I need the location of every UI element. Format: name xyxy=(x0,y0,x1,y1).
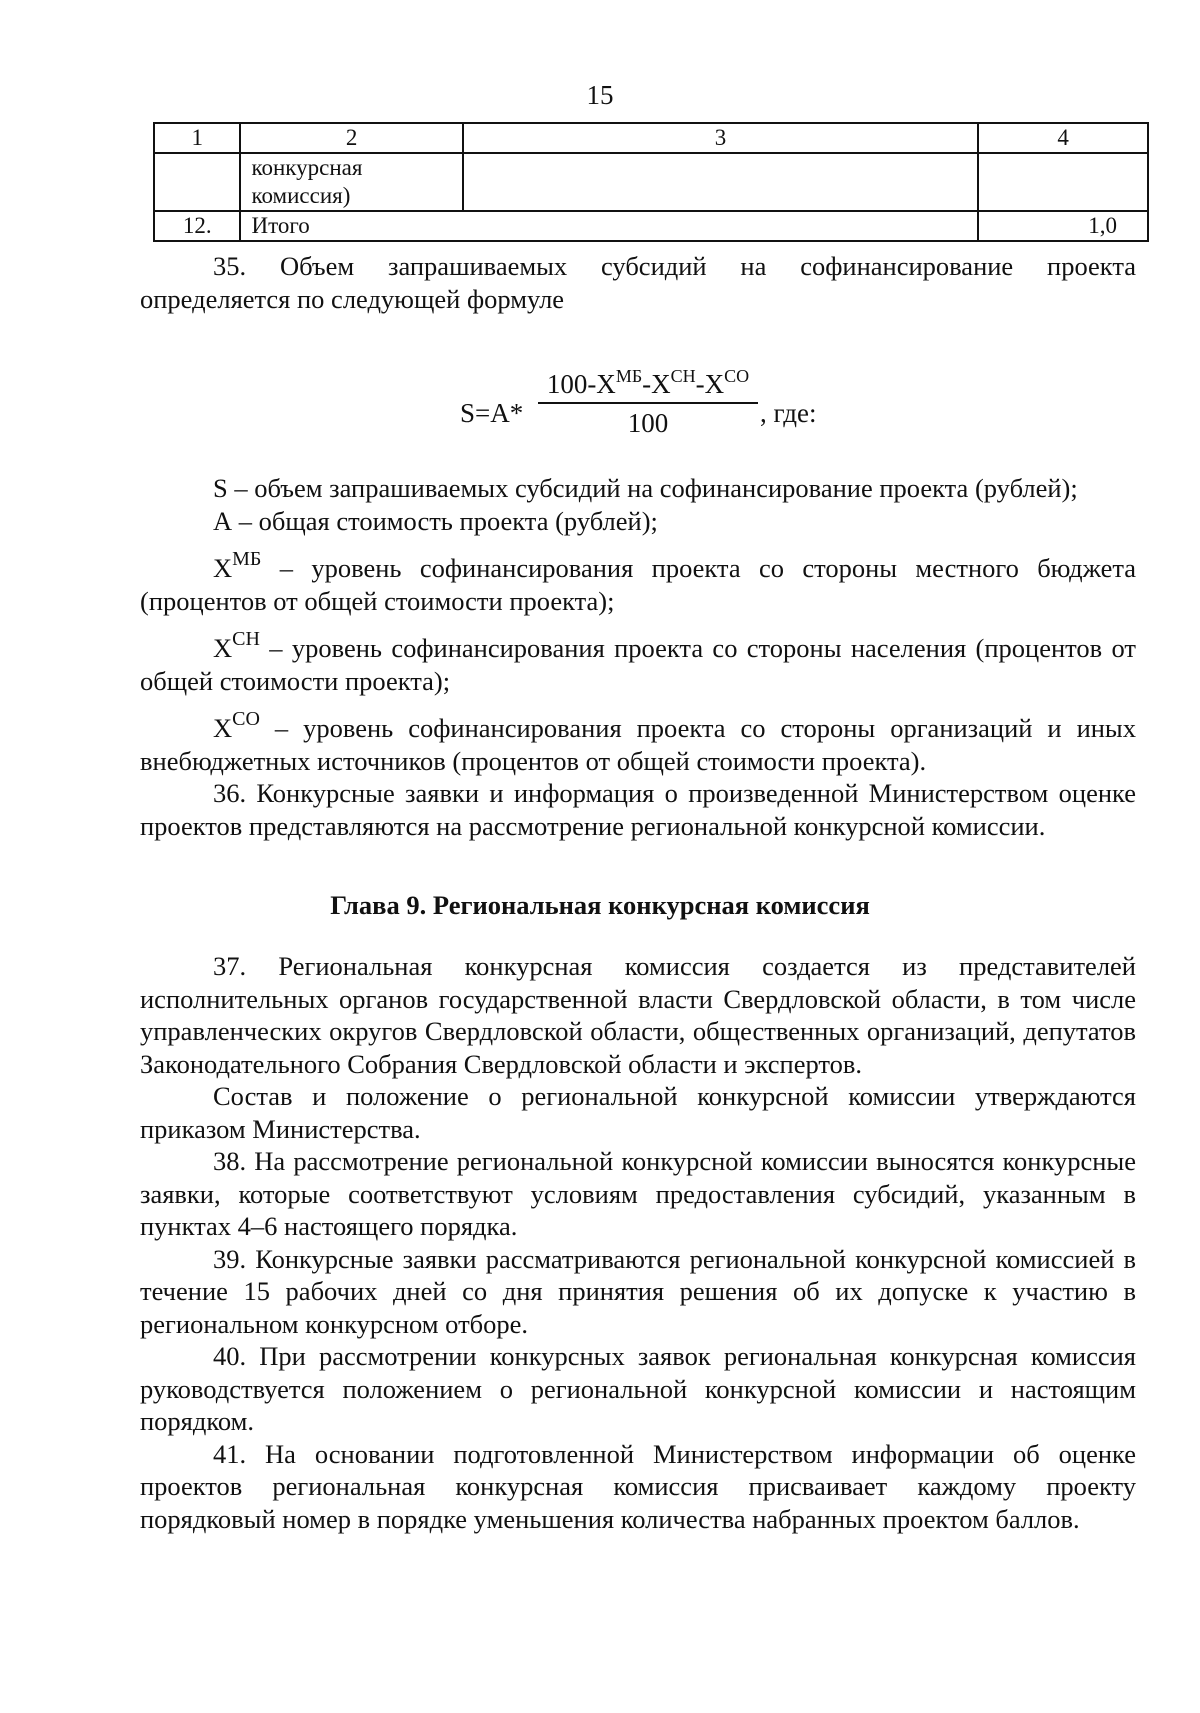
criteria-table xyxy=(153,122,1149,242)
table-cell-label: Итого xyxy=(240,211,978,241)
table-cell xyxy=(154,153,240,211)
table-cell xyxy=(978,153,1148,211)
formula-term: -X xyxy=(695,369,725,399)
formula-tail: , где: xyxy=(760,398,817,428)
table-cell-num: 12. xyxy=(154,211,240,241)
formula-sup: СО xyxy=(724,366,750,386)
def-xch xyxy=(140,623,1136,697)
paragraph-37-b: Состав и положение о региональной конкурсной комиссии утверждаются приказом Министерства. xyxy=(140,1081,1136,1144)
paragraph-39: 39. Конкурсные заявки рассматриваются региональной конкурсной комиссией в течение 15 рабочих дней со дня принятия решения об их допуске к участию в региональном конкурсном отборе. xyxy=(140,1243,1136,1339)
paragraph-41: 41. На основании подготовленной Министерством информации об оценке проектов региональная конкурсная комиссия присваивает каждому проекту порядковый номер в порядке уменьшения количества набранных проектом баллов. xyxy=(140,1438,1136,1534)
def-symbol-sup: СО xyxy=(232,708,260,730)
paragraph-35-line2: определяется по следующей формуле xyxy=(140,283,565,314)
definitions xyxy=(140,472,1136,842)
table-header-row xyxy=(154,123,1148,153)
table-cell xyxy=(240,153,462,211)
formula-sup: МБ xyxy=(615,366,643,386)
formula-fraction xyxy=(538,366,758,439)
table-header-cell: 4 xyxy=(978,123,1148,153)
def-symbol-sup: СН xyxy=(232,628,260,650)
formula-lhs: S=A* xyxy=(460,398,524,428)
fraction-bar xyxy=(538,402,758,404)
formula-term: -X xyxy=(642,369,671,399)
paragraph-36: 36. Конкурсные заявки и информация о произведенной Министерством оценке проектов представляются на рассмотрение региональной конкурсной комиссии. xyxy=(140,778,1136,841)
formula-denominator: 100 xyxy=(627,408,669,438)
paragraph-38: 38. На рассмотрение региональной конкурсной комиссии выносятся конкурсные заявки, которые соответствуют условиям предоставления субсидий, указанным в пунктах 4–6 настоящего порядка. xyxy=(140,1146,1136,1241)
paragraph-35-line1: 35. Объем запрашиваемых субсидий на софинансирование проекта xyxy=(213,251,1136,281)
def-text: – уровень софинансирования проекта со стороны населения (процентов от общей стоимости проекта); xyxy=(140,633,1136,696)
def-symbol-sup: МБ xyxy=(232,548,262,570)
table-cell-line: конкурсная xyxy=(251,155,363,180)
paragraph-40: 40. При рассмотрении конкурсных заявок региональная конкурсная комиссия руководствуется положением о региональной конкурсной комиссии и настоящим порядком. xyxy=(140,1341,1136,1436)
paragraph-35 xyxy=(140,250,1136,315)
def-s: S – объем запрашиваемых субсидий на софинансирование проекта (рублей); xyxy=(213,473,1078,503)
chapter-heading: Глава 9. Региональная конкурсная комиссия xyxy=(330,890,870,920)
table-cell xyxy=(463,153,979,211)
def-text: – уровень софинансирования проекта со стороны местного бюджета (процентов от общей стоимости проекта); xyxy=(140,553,1136,616)
table-header-cell: 1 xyxy=(154,123,240,153)
table-header-cell: 3 xyxy=(463,123,979,153)
def-a: А – общая стоимость проекта (рублей); xyxy=(213,505,658,536)
paragraph-37: 37. Региональная конкурсная комиссия создается из представителей исполнительных органов государственной власти Свердловской области, в том числе управленческих округов Свердловской области, общественных организаций, депутатов Законодательного Собрания Свердловской области и экспертов. xyxy=(140,951,1136,1079)
page-number: 15 xyxy=(586,80,614,110)
def-text: – уровень софинансирования проекта со стороны организаций и иных внебюджетных источников (процентов от общей стоимости проекта). xyxy=(140,713,1136,776)
def-xmb xyxy=(140,543,1136,617)
def-symbol: X xyxy=(213,553,233,583)
formula-numerator xyxy=(538,366,758,400)
def-symbol: X xyxy=(213,713,233,743)
table-header-cell: 2 xyxy=(240,123,462,153)
formula-term: 100-X xyxy=(546,369,616,399)
table-row xyxy=(154,153,1148,211)
table-total-row xyxy=(154,211,1148,241)
formula-sup: СН xyxy=(670,366,696,386)
def-symbol: X xyxy=(213,633,233,663)
table-cell-line: комиссия) xyxy=(251,183,351,208)
def-xco xyxy=(140,703,1136,777)
chapter-9-body xyxy=(140,950,1136,1535)
table-cell-value: 1,0 xyxy=(978,211,1148,241)
